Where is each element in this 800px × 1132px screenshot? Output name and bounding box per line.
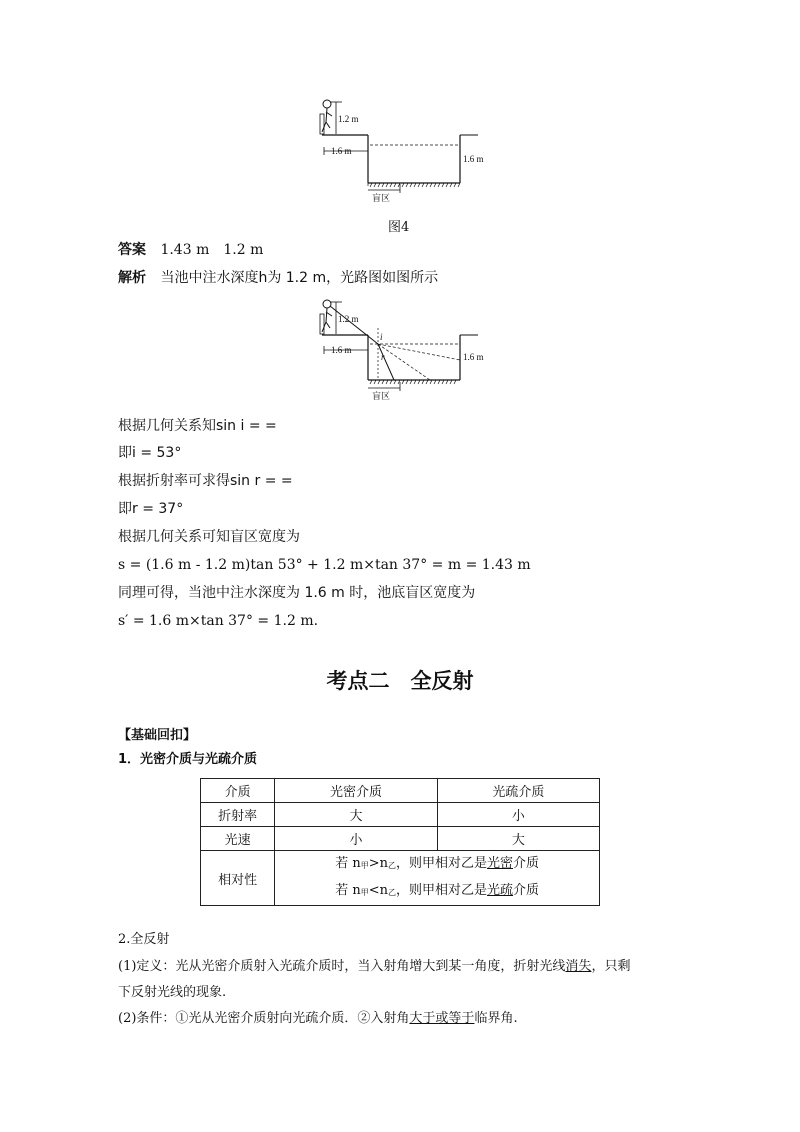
rule-text: >n: [368, 856, 389, 871]
table-cell: 光速: [201, 827, 275, 851]
item-1-heading: 1．光密介质与光疏介质: [118, 752, 258, 767]
table-header-cell: 光疏介质: [437, 779, 599, 803]
answer-label: 答案: [118, 242, 146, 258]
sol-width-label: 1.6 m: [331, 345, 352, 355]
sol-angle-i: i: [380, 332, 383, 342]
definition-line-1: [118, 957, 630, 977]
rule-sub: 乙: [388, 888, 397, 897]
table-header-cell: 光密介质: [275, 779, 437, 803]
basics-heading: 【基础回扣】: [118, 728, 197, 743]
condition-answer: 大于或等于: [409, 1011, 475, 1026]
rule-text: 介质: [513, 856, 540, 871]
rule-text: ，则甲相对乙是: [396, 883, 488, 898]
table-header-cell: 介质: [201, 779, 275, 803]
answer-value: 1.43 m 1.2 m: [160, 242, 264, 258]
item-2-heading: 2.全反射: [118, 932, 170, 947]
sol-blind-label: 盲区: [372, 391, 391, 401]
table-header-row: [201, 779, 600, 803]
sol-angle-r: r: [381, 352, 385, 362]
table-cell: 小: [275, 827, 437, 851]
analysis-text: 当池中注水深度h为 1.2 m，光路图如图所示: [160, 270, 439, 286]
rule-text: 若 n: [335, 856, 361, 871]
rule-sub: 乙: [388, 861, 397, 870]
fig4-width-label: 1.6 m: [331, 146, 352, 156]
definition-answer: 消失: [565, 959, 592, 974]
relative-rule-2: [275, 878, 599, 905]
table-row: [201, 827, 600, 851]
solution-line-6: s = (1.6 m - 1.2 m)tan 53° + 1.2 m×tan 37° = m = 1.43 m: [118, 557, 531, 573]
rule-sub: 甲: [360, 861, 369, 870]
medium-comparison-table: [200, 778, 600, 906]
solution-line-4: 即r = 37°: [118, 501, 184, 517]
table-cell: 大: [437, 827, 599, 851]
rule-text: 介质: [513, 883, 540, 898]
rule-text: ，则甲相对乙是: [396, 856, 488, 871]
rule-text: <n: [368, 883, 389, 898]
table-cell: 折射率: [201, 803, 275, 827]
solution-line-8: s′ = 1.6 m×tan 37° = 1.2 m.: [118, 613, 319, 629]
condition-line: [118, 1009, 518, 1029]
solution-line-5: 根据几何关系可知盲区宽度为: [118, 529, 300, 545]
table-cell: 大: [275, 803, 437, 827]
sol-height-label: 1.2 m: [338, 314, 359, 324]
definition-text: (1)定义：光从光密介质射入光疏介质时，当入射角增大到某一角度，折射光线: [118, 959, 566, 974]
relative-rule-cell: [275, 851, 600, 906]
figure-4-caption: 图4: [388, 220, 410, 235]
condition-text: (2)条件：①光从光密介质射向光疏介质．②入射角: [118, 1011, 410, 1026]
fig4-right-height-label: 1.6 m: [463, 154, 484, 164]
solution-line-1: 根据几何关系知sin i = =: [118, 418, 277, 434]
definition-text: ，只剩: [591, 959, 631, 974]
table-cell: 相对性: [201, 851, 275, 906]
rule-answer: 光密: [487, 856, 514, 871]
fig4-height-label: 1.2 m: [338, 114, 359, 124]
rule-answer: 光疏: [487, 883, 514, 898]
solution-line-2: 即i = 53°: [118, 445, 182, 461]
figure-4-diagram: [310, 98, 495, 208]
rule-sub: 甲: [360, 888, 369, 897]
solution-line-7: 同理可得，当池中注水深度为 1.6 m 时，池底盲区宽度为: [118, 585, 476, 601]
definition-line-2: 下反射光线的现象.: [118, 985, 227, 1000]
table-row: [201, 803, 600, 827]
answer-line: [118, 240, 263, 260]
sol-right-height-label: 1.6 m: [463, 352, 484, 362]
section-title: 考点二 全反射: [326, 669, 474, 693]
solution-line-3: 根据折射率可求得sin r = =: [118, 473, 293, 489]
rule-text: 若 n: [335, 883, 361, 898]
analysis-line: [118, 268, 438, 288]
table-cell: 小: [437, 803, 599, 827]
fig4-blind-label: 盲区: [372, 193, 391, 203]
solution-ray-diagram: [310, 298, 495, 408]
relative-rule-1: [275, 851, 599, 878]
analysis-label: 解析: [118, 270, 146, 286]
condition-text: 临界角.: [474, 1011, 518, 1026]
table-row-relative: [201, 851, 600, 906]
